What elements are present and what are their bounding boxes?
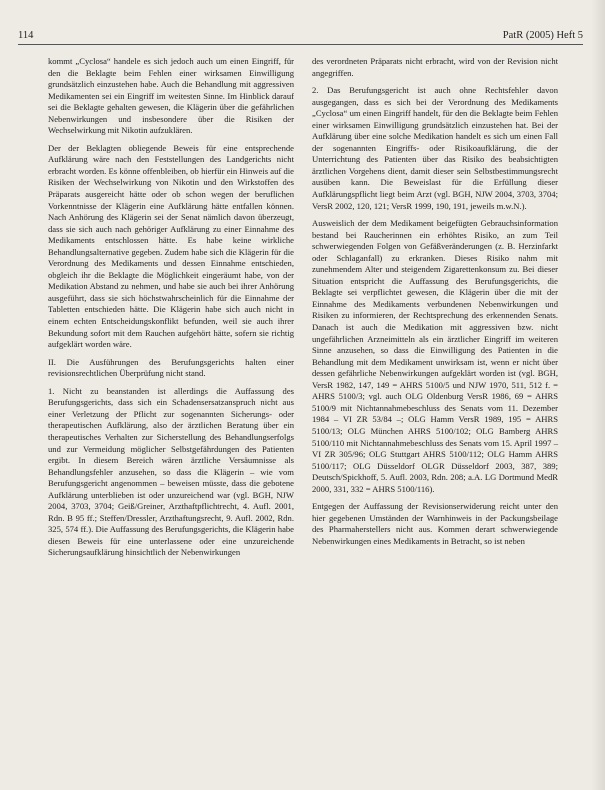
- header-rule: [18, 44, 583, 45]
- paragraph: Entgegen der Auffassung der Revisionserwiderung reicht unter den hier gegebenen Umständen der Warnhinweis in der Packungsbeilage des Pharmaherstellers nicht aus. Kommen derart schwerwiegende Nebenwirkungen eines Medikaments in Betracht, so ist neben: [312, 501, 558, 546]
- left-column: [48, 56, 294, 565]
- page-number: 114: [18, 30, 34, 41]
- paragraph: des verordneten Präparats nicht erbracht, wird von der Revision nicht angegriffen.: [312, 56, 558, 78]
- paragraph: II. Die Ausführungen des Berufungsgerichts halten einer revisionsrechtlichen Überprüfung nicht stand.: [48, 356, 294, 379]
- right-column: [312, 56, 558, 553]
- paragraph: Ausweislich der dem Medikament beigefügten Gebrauchsinformation bestand bei Raucherinnen ein erhöhtes Risiko, an zum Teil schwerwiegenden Folgen von Gefäßveränderungen (z. B. Herzinfarkt oder Schlaganfall) zu erkranken. Dieses Risiko nahm mit zunehmendem Alter und steigendem Zigarettenkonsum zu. Bei dieser Situation entspricht die Auffassung des Berufungsgerichts, die Beklagte sei verpflichtet gewesen, die Klägerin über die mit der Einnahme des Medikaments verbundenen Nebenwirkungen und Risiken zu informieren, der Rechtsprechung des erkennenden Senats. Danach ist auch die Medikation mit aggressiven bzw. nicht ungefährlichen Arzneimitteln als ein ärztlicher Eingriff im weiteren Sinne anzusehen, so dass die Einwilligung des Patienten in die Behandlung mit dem Medikament unwirksam ist, wenn er nicht über dessen gefährliche Nebenwirkungen aufgeklärt worden ist (vgl. BGH, VersR 1982, 147, 149 = AHRS 5100/5 und NJW 1970, 511, 512 f. = AHRS 5100/3; vgl. auch OLG Oldenburg VersR 1986, 69 = AHRS 5100/9 mit Nichtannahmebeschluss des Senats vom 11. Dezember 1984 – VI ZR 53/84 –; OLG Hamm VersR 1989, 195 = AHRS 5100/13; OLG München AHRS 5100/102; OLG Bamberg AHRS 5100/110 mit Nichtannahmebeschluss des Senats vom 15. April 1997 – VI ZR 305/96; OLG Stuttgart AHRS 5100/112; OLG Hamm AHRS 5100/117; OLG Düsseldorf OLGR Düsseldorf 2003, 387, 389; Deutsch/Spickhoff, 5. Aufl. 2003, Rdn. 208; a.A. LG Dortmund MedR 2000, 331, 332 = AHRS 5100/116).: [312, 218, 558, 494]
- paragraph: kommt „Cyclosa“ handele es sich jedoch auch um einen Eingriff, für den die Beklagte beim Fehlen einer wirksamen Einwilligung grundsätzlich einzustehen habe. Auch die Behandlung mit aggressiven Medikamenten sei ein Eingriff im weitesten Sinne. Im Hinblick darauf sei die Beklagte gehalten gewesen, die Klägerin über die gefährlichen Nebenwirkungen und insbesondere über die Risiken der Wechselwirkung mit Nikotin aufzuklären.: [48, 56, 294, 136]
- paragraph: Der der Beklagten obliegende Beweis für eine entsprechende Aufklärung wäre nach den Feststellungen des Landgerichts nicht erbracht worden. Es könne offenbleiben, ob hierfür ein Hinweis auf die Risiken der Wechselwirkung von Nikotin und den Wirkstoffen des Präparats ausgereicht hätte oder ob schon wegen der beruflichen Vorkenntnisse der Klägerin eine Aufklärung hätte entfallen können. Nach Anhörung des Klägerin sei der Senat nämlich davon überzeugt, dass sie sich auch nach gehöriger Aufklärung zu einer Einnahme des Medikaments entschlossen hätte. Es habe keine wirkliche Behandlungsalternative gegeben. Zudem habe sich die Klägerin für die Verordnung des Medikaments und dessen Einnahme entschieden, obgleich ihr die Beklagte die Möglichkeit eingeräumt habe, von der Medikation Abstand zu nehmen, und habe sie auch bei ihrer Anhörung ausgeführt, dass sie sich höchstwahrscheinlich für die Einnahme der Tabletten entschieden hätte. Die Klägerin habe sich auch nicht in einem echten Entscheidungskonflikt befunden, weil sie auch ihrer Bekundung sofort mit dem Rauchen aufgehört hätte, sofern sie richtig aufgeklärt worden wäre.: [48, 142, 294, 350]
- journal-running-title: PatR (2005) Heft 5: [502, 30, 583, 41]
- scan-edge-shadow: [591, 0, 605, 790]
- paragraph: 1. Nicht zu beanstanden ist allerdings die Auffassung des Berufungsgerichts, dass sich ein Schadensersatzanspruch nicht aus einer Verletzung der Pflicht zur sogenannten Sicherungs- oder therapeutischen Aufklärung, also der ärztlichen Beratung über ein therapeutisches Verhalten zur Sicherstellung des Behandlungserfolgs und zur Vermeidung möglicher Selbstgefährdungen des Patienten ergibt. In diesem Bereich wären ärztliche Versäumnisse als Behandlungsfehler anzusehen, so dass die Klägerin – wie vom Berufungsgericht angenommen – beweisen müsste, dass die gebotene Aufklärung unterblieben ist oder unzureichend war (vgl. BGH, NJW 2004, 3703, 3704; Geiß/Greiner, Arzthaftpflichtrecht, 4. Aufl. 2001, Rdn. B 95 ff.; Steffen/Dressler, Arzthaftungsrecht, 9. Aufl. 2002, Rdn. 325, 574 ff.). Die Auffassung des Berufungsgerichts, die Klägerin habe diesen Beweis für eine unterlassene oder eine unzureichende Sicherungsaufklärung hinsichtlich der Nebenwirkungen: [48, 385, 294, 558]
- paragraph: 2. Das Berufungsgericht ist auch ohne Rechtsfehler davon ausgegangen, dass es sich bei der Verordnung des Medikaments „Cyclosa“ um einen Eingriff handelt, für den die Beklagte beim Fehlen einer wirksamen Einwilligung grundsätzlich einzustehen hat. Bei der Aufklärung über eine solche Medikation handelt es sich um einen Fall der sogenannten Eingriffs- oder Risikoaufklärung, die der Unterrichtung des Patienten über das Risiko des beabsichtigten ärztlichen Vorgehens dient, damit dieser sein Selbstbestimmungsrecht ausüben kann. Die Beweislast für die Erfüllung dieser Aufklärungspflicht liegt beim Arzt (vgl. BGH, NJW 2004, 3703, 3704; VersR 2002, 120, 121; VersR 1999, 190, 191, jeweils m.w.N.).: [312, 85, 558, 211]
